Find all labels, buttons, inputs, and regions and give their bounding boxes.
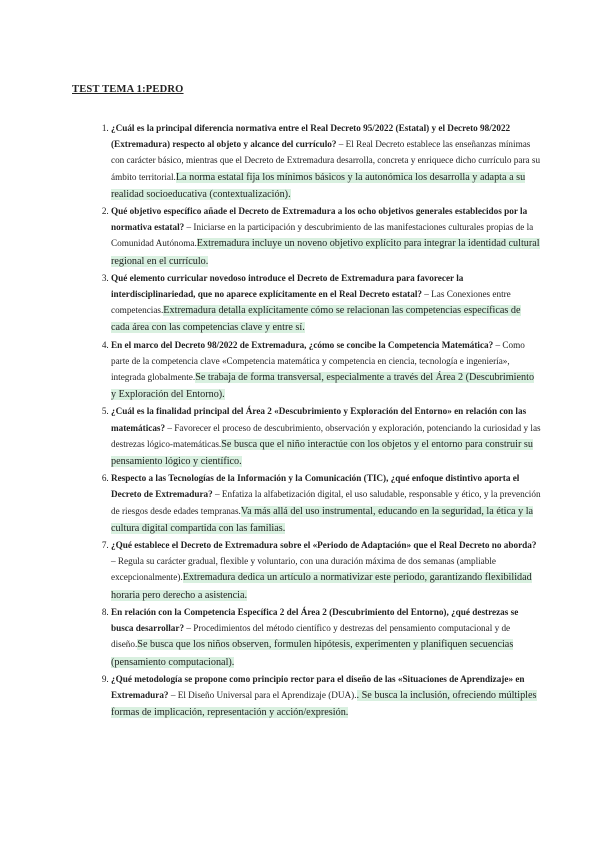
question-text: ¿Cuál es la finalidad principal del Área 2 «Descubrimiento y Exploración del Entorno» en relación con las matemáticas?: [111, 406, 527, 433]
highlighted-explanation: Extremadura dedica un artículo a normativizar este periodo, garantizando flexibilidad horaria pero derecho a asistencia.: [111, 572, 532, 601]
list-item: [111, 537, 541, 604]
answer-text: – Procedimientos del método científico y destrezas del pensamiento computacional y de diseño.: [111, 623, 511, 650]
answer-text: – Como parte de la competencia clave «Competencia matemática y competencia en ciencia, tecnología e ingeniería», integrada globalmente.: [111, 339, 525, 383]
highlighted-explanation: Se busca que los niños observen, formulen hipótesis, experimenten y planifiquen secuencias (pensamiento computacional).: [111, 639, 514, 668]
highlighted-explanation: Va más allá del uso instrumental, educando en la seguridad, la ética y la cultura digital compartida con las familias.: [111, 505, 534, 534]
question-text: Qué objetivo específico añade el Decreto de Extremadura a los ocho objetivos generales establecidos por la normativa estatal?: [111, 206, 528, 233]
list-item: [111, 671, 541, 722]
answer-text: – Iniciarse en la participación y descubrimiento de las manifestaciones culturales propias de la Comunidad Autónoma.: [111, 222, 534, 249]
answer-text: – Enfatiza la alfabetización digital, el uso saludable, responsable y ético, y la prevención de riesgos desde edades tempranas.: [111, 489, 541, 516]
highlighted-explanation: Se trabaja de forma transversal, especialmente a través del Área 2 (Descubrimiento y Exploración del Entorno).: [111, 372, 535, 401]
document-title: TEST TEMA 1:PEDRO: [72, 84, 184, 95]
list-item: [111, 470, 541, 537]
question-text: En el marco del Decreto 98/2022 de Extremadura, ¿cómo se concibe la Competencia Matemática?: [111, 339, 494, 350]
highlighted-explanation: . Se busca la inclusión, ofreciendo múltiples formas de implicación, representación y acción/expresión.: [111, 689, 537, 719]
question-text: Qué elemento curricular novedoso introduce el Decreto de Extremadura para favorecer la interdisciplinariedad, que no aparece explícitamente en el Real Decreto estatal?: [111, 272, 464, 300]
question-text: Respecto a las Tecnologías de la Información y la Comunicación (TIC), ¿qué enfoque distintivo aporta el Decreto de Extremadura?: [111, 473, 520, 500]
highlighted-explanation: La norma estatal fija los mínimos básicos y la autonómica los desarrolla y adapta a su realidad socioeducativa (contextualización).: [111, 171, 526, 200]
question-text: ¿Cuál es la principal diferencia normativa entre el Real Decreto 95/2022 (Estatal) y el Decreto 98/2022 (Extremadura) respecto al objeto y alcance del currículo?: [111, 123, 511, 150]
answer-text: – Las Conexiones entre competencias.: [111, 289, 511, 316]
question-text: En relación con la Competencia Específica 2 del Área 2 (Descubrimiento del Entorno), ¿qué destrezas se busca desarrollar?: [111, 606, 519, 634]
answer-text: – El Diseño Universal para el Aprendizaje (DUA).: [168, 689, 357, 700]
question-text: ¿Qué establece el Decreto de Extremadura sobre el «Periodo de Adaptación» que el Real Decreto no aborda?: [111, 540, 537, 551]
list-item: [111, 203, 541, 270]
list-item: [111, 403, 541, 470]
question-text: ¿Qué metodología se propone como principio rector para el diseño de las «Situaciones de Aprendizaje» en Extremadura?: [111, 673, 525, 700]
list-item: [111, 604, 541, 671]
highlighted-explanation: Extremadura detalla explícitamente cómo se relacionan las competencias específicas de cada área con las competencias clave y entre sí.: [111, 305, 521, 334]
answer-text: – Regula su carácter gradual, flexible y voluntario, con una duración máxima de dos semanas (ampliable excepcionalmente).: [111, 556, 496, 583]
answer-text: – El Real Decreto establece las enseñanzas mínimas con carácter básico, mientras que el Decreto de Extremadura desarrolla, concreta y enriquece dicho currículo para su ámbito territorial.: [111, 139, 541, 182]
answer-text: – Favorecer el proceso de descubrimiento, observación y exploración, potenciando la curiosidad y las destrezas lógico-matemáticas.: [111, 422, 541, 449]
list-item: [111, 270, 541, 337]
question-list: [93, 120, 541, 721]
list-item: [111, 337, 541, 404]
highlighted-explanation: Extremadura incluye un noveno objetivo explícito para integrar la identidad cultural regional en el currículo.: [111, 238, 540, 267]
list-item: [111, 120, 541, 203]
highlighted-explanation: Se busca que el niño interactúe con los objetos y el entorno para construir su pensamiento lógico y científico.: [111, 438, 533, 468]
